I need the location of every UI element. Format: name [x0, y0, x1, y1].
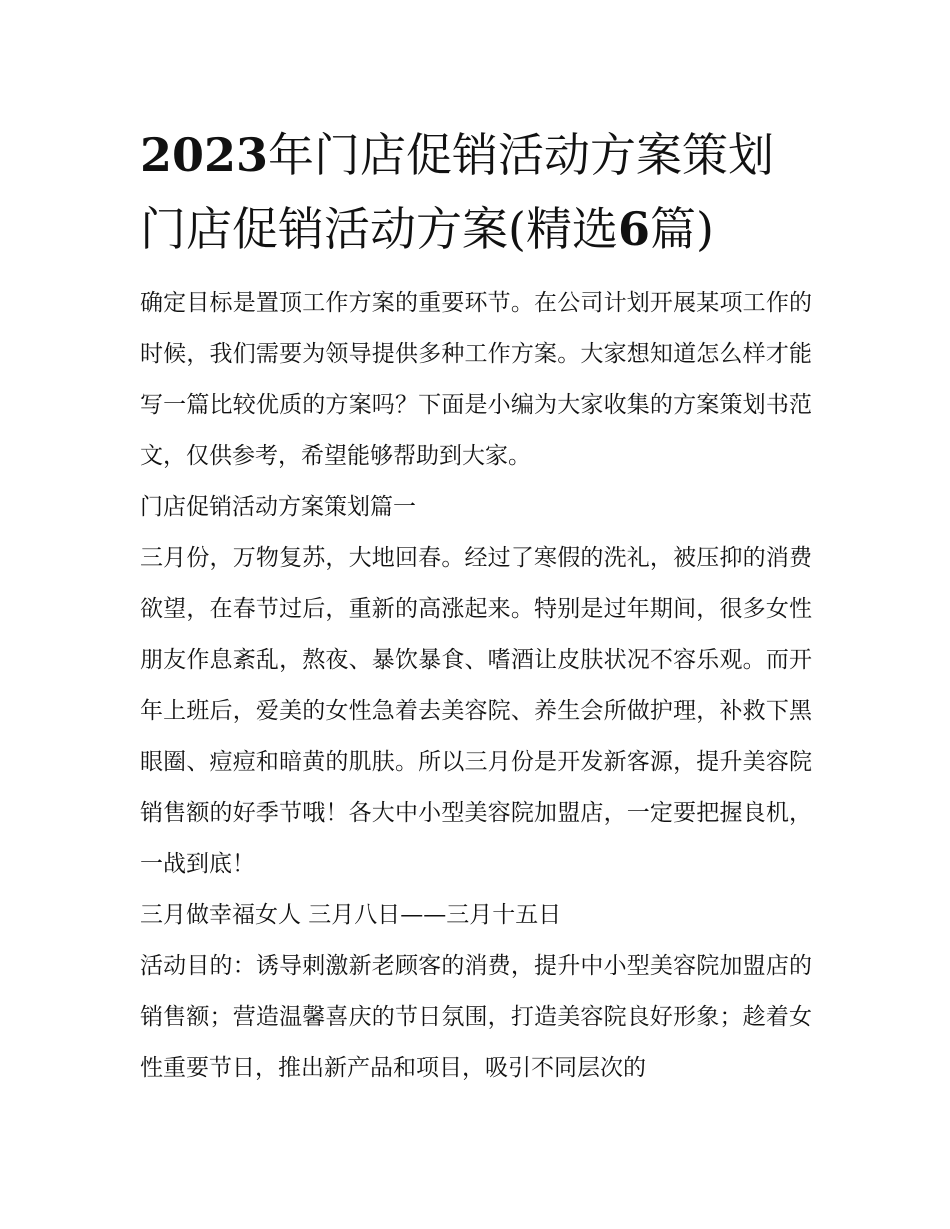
- title-line-1-text: 年门店促销活动方案策划: [268, 128, 775, 182]
- intro-paragraph: 确定目标是置顶工作方案的重要环节。在公司计划开展某项工作的时候，我们需要为领导提供多种工作方案。大家想知道怎么样才能写一篇比较优质的方案吗？下面是小编为大家收集的方案策划书范文，仅供参考，希望能够帮助到大家。: [140, 290, 812, 469]
- title-year: 2023: [140, 128, 269, 182]
- activity-purpose-paragraph: 活动目的：诱导刺激新老顾客的消费，提升中小型美容院加盟店的销售额；营造温馨喜庆的节日氛围，打造美容院良好形象；趁着女性重要节日，推出新产品和项目，吸引不同层次的: [140, 953, 812, 1081]
- title-line-1: [140, 118, 820, 192]
- title-line-2: [140, 192, 820, 266]
- section-heading: 门店促销活动方案策划篇一: [140, 494, 416, 520]
- title-line-2-suffix: 篇): [649, 202, 714, 256]
- document-title: [140, 118, 820, 266]
- event-date-line: 三月做幸福女人 三月八日——三月十五日: [140, 902, 562, 928]
- body-paragraph: 三月份，万物复苏，大地回春。经过了寒假的洗礼，被压抑的消费欲望，在春节过后，重新的高涨起来。特别是过年期间，很多女性朋友作息紊乱，熬夜、暴饮暴食、嗜酒让皮肤状况不容乐观。而开年上班后，爱美的女性急着去美容院、养生会所做护理，补救下黑眼圈、痘痘和暗黄的肌肤。所以三月份是开发新客源，提升美容院销售额的好季节哦！各大中小型美容院加盟店，一定要把握良机，一战到底！: [140, 545, 812, 877]
- title-line-2-prefix: 门店促销活动方案(精选: [140, 202, 618, 256]
- document-body: [140, 278, 812, 1094]
- title-count: 6: [617, 202, 650, 256]
